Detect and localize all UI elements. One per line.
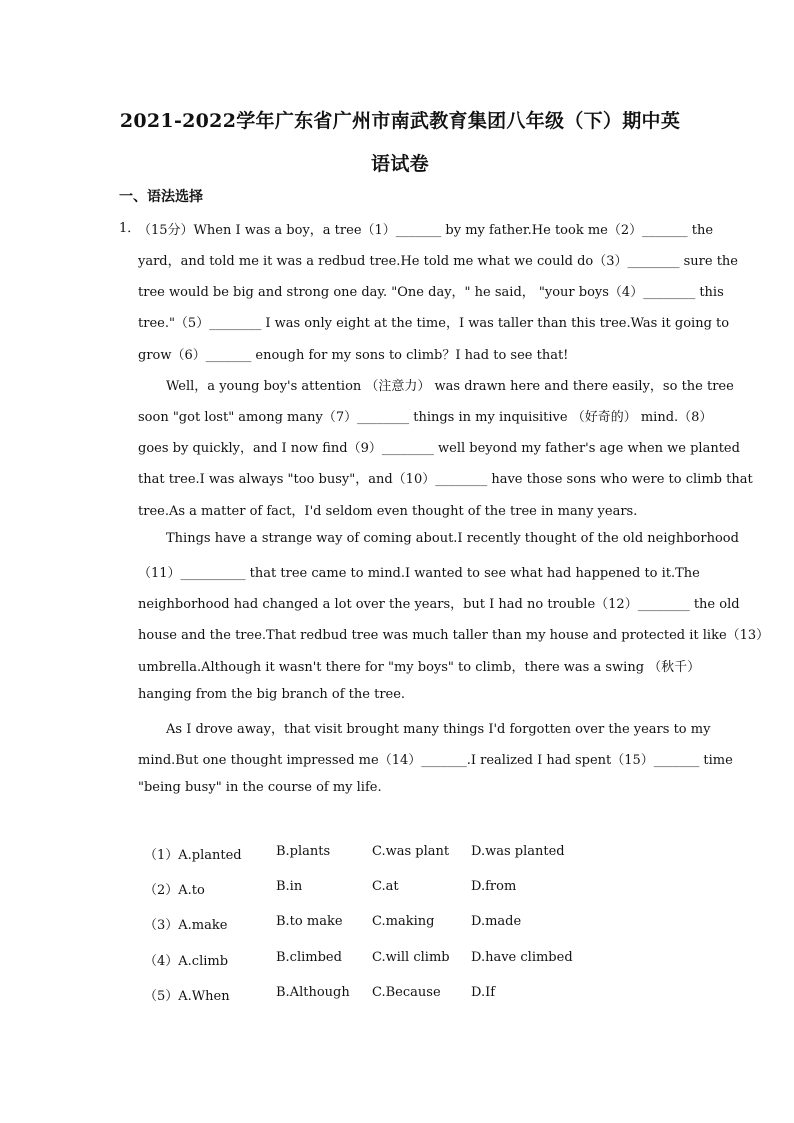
option-row-4 [144, 950, 604, 970]
paragraph-line: As I drove away，that visit brought many things I'd forgotten over the years to my [166, 722, 711, 737]
paragraph-line: goes by quickly，and I now find（9）________ well beyond my father's age when we planted [138, 441, 740, 456]
option-a[interactable]: （3）A.make [144, 918, 228, 933]
option-b[interactable]: B.Although [276, 985, 350, 1000]
paragraph-line: Well，a young boy's attention （注意力） was drawn here and there easily，so the tree [166, 379, 734, 394]
paragraph-line: soon "got lost" among many（7）________ things in my inquisitive （好奇的） mind.（8） [138, 410, 713, 425]
option-d[interactable]: D.have climbed [471, 950, 573, 965]
paragraph-line: tree would be big and strong one day. "One day，" he said， "your boys（4）________ this [138, 285, 724, 300]
paragraph-line: umbrella.Although it wasn't there for "my boys" to climb，there was a swing （秋千） [138, 660, 701, 675]
option-c[interactable]: C.making [372, 914, 435, 929]
paragraph-line: （15分）When I was a boy，a tree（1）_______ by my father.He took me（2）_______ the [138, 223, 714, 238]
option-a[interactable]: （1）A.planted [144, 848, 242, 863]
paragraph-line: that tree.I was always "too busy"，and（10）________ have those sons who were to climb that [138, 472, 753, 487]
paragraph-line: "being busy" in the course of my life. [138, 780, 382, 795]
option-a[interactable]: （2）A.to [144, 883, 205, 898]
option-row-2 [144, 879, 604, 899]
option-d[interactable]: D.from [471, 879, 517, 894]
option-c[interactable]: C.will climb [372, 950, 450, 965]
option-b[interactable]: B.in [276, 879, 303, 894]
page-title-line-1: 2021-2022学年广东省广州市南武教育集团八年级（下）期中英 [119, 110, 681, 132]
paragraph-line: grow（6）_______ enough for my sons to climb？I had to see that! [138, 348, 569, 363]
option-d[interactable]: D.made [471, 914, 522, 929]
paragraph-line: house and the tree.That redbud tree was much taller than my house and protected it like（13） [138, 628, 770, 643]
paragraph-line: Things have a strange way of coming about.I recently thought of the old neighborhood [166, 531, 739, 546]
option-row-3 [144, 914, 604, 934]
page-title-line-2: 语试卷 [371, 153, 429, 175]
option-c[interactable]: C.Because [372, 985, 441, 1000]
option-c[interactable]: C.was plant [372, 844, 450, 859]
option-d[interactable]: D.was planted [471, 844, 565, 859]
paragraph-line: hanging from the big branch of the tree. [138, 687, 406, 702]
paragraph-line: mind.But one thought impressed me（14）_______.I realized I had spent（15）_______ time [138, 753, 733, 768]
option-b[interactable]: B.to make [276, 914, 343, 929]
option-c[interactable]: C.at [372, 879, 399, 894]
paragraph-line: neighborhood had changed a lot over the years，but I had no trouble（12）________ the old [138, 597, 740, 612]
paragraph-line: yard，and told me it was a redbud tree.He told me what we could do（3）________ sure the [138, 254, 738, 269]
paragraph-line: tree."（5）________ I was only eight at the time，I was taller than this tree.Was it going to [138, 316, 730, 331]
question-number: 1． [119, 221, 141, 236]
section-heading: 一、语法选择 [119, 189, 203, 205]
option-b[interactable]: B.climbed [276, 950, 342, 965]
option-a[interactable]: （4）A.climb [144, 954, 229, 969]
option-a[interactable]: （5）A.When [144, 989, 230, 1004]
option-b[interactable]: B.plants [276, 844, 331, 859]
paragraph-line: （11）__________ that tree came to mind.I wanted to see what had happened to it.The [138, 566, 700, 581]
option-row-5 [144, 985, 604, 1005]
option-d[interactable]: D.If [471, 985, 496, 1000]
option-row-1 [144, 844, 604, 864]
paragraph-line: tree.As a matter of fact，I'd seldom even thought of the tree in many years. [138, 504, 638, 519]
